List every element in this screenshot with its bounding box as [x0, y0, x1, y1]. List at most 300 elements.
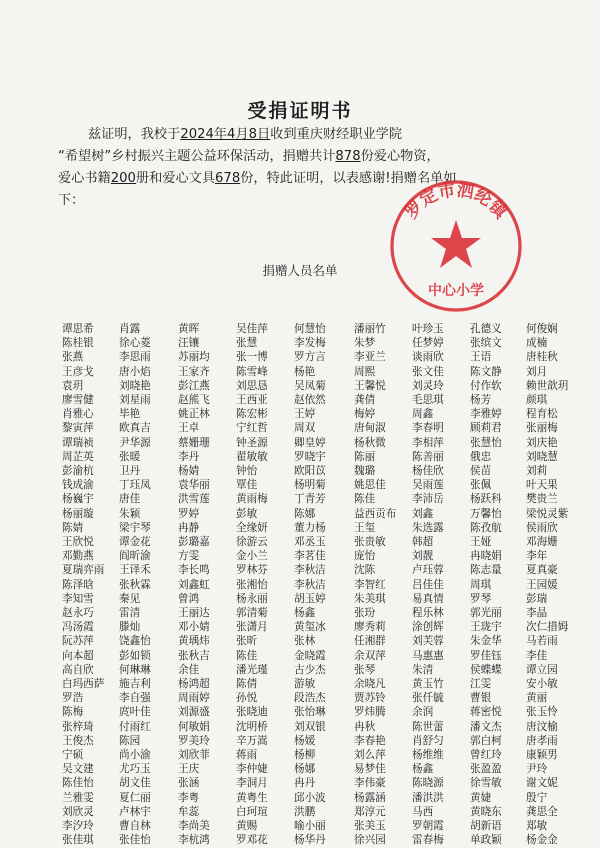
donor-name: 尹华源	[119, 436, 151, 449]
donor-name: 罗炜腾	[354, 706, 386, 719]
donor-name: 欧真吉	[119, 422, 151, 435]
donor-name: 罗佳钰	[470, 649, 502, 662]
donor-name: 汪镶	[178, 337, 200, 350]
donor-name: 何慧怡	[294, 323, 326, 335]
donor-name: 赖世歆玥	[526, 379, 569, 392]
official-seal	[386, 176, 526, 316]
donor-name: 陈娜	[294, 507, 316, 520]
body-text: 兹证明，我校于	[88, 127, 181, 142]
donor-name: 陈志量	[470, 564, 502, 577]
donor-name: 张林	[294, 635, 316, 648]
donor-name: 李丹	[178, 450, 200, 463]
donor-name: 张梓琦	[62, 720, 94, 733]
donor-name: 卫丹	[119, 465, 141, 477]
donor-name: 马若雨	[526, 635, 558, 648]
donor-name: 李自强	[119, 692, 151, 705]
donor-name: 金晓霞	[294, 649, 326, 662]
donor-name: 翟敏敏	[236, 450, 268, 463]
donor-name: 王婷	[294, 408, 316, 421]
donor-name: 王卓	[178, 422, 200, 435]
donor-name: 夏仁丽	[119, 791, 151, 804]
donor-name: 廖雪健	[62, 394, 94, 406]
donor-name: 覃佳	[236, 479, 258, 492]
donor-name: 孔德义	[470, 323, 502, 335]
donor-name: 张玉怜	[526, 706, 558, 719]
donor-name: 朱金华	[470, 635, 502, 648]
body-line-2	[58, 146, 440, 168]
donor-name: 姚正林	[178, 408, 210, 421]
donor-name: 冯汤霞	[62, 621, 94, 634]
donor-name: 刘芙蓉	[412, 635, 444, 648]
donor-name: 马惠惠	[412, 649, 444, 662]
donor-name: 王玺	[354, 521, 376, 534]
donor-name: 任湘群	[354, 635, 386, 648]
donor-name: 张燕	[62, 351, 84, 364]
donor-name: 洪雪莲	[178, 493, 210, 506]
donor-name: 张佳琪	[62, 834, 94, 847]
donor-name: 潘丽竹	[354, 323, 386, 335]
donor-name: 李汐玲	[62, 820, 94, 832]
donor-name: 邓丞玉	[294, 536, 326, 548]
donor-name: 白玛西萨	[62, 678, 105, 690]
donor-name: 吴佳萍	[236, 323, 268, 335]
donor-name: 刘莉	[526, 465, 548, 477]
donor-name: 罗美玲	[178, 734, 210, 747]
donor-name: 周熙	[354, 365, 376, 378]
donor-name: 刘双银	[294, 720, 326, 733]
donor-name: 唐甸淑	[354, 422, 386, 435]
donor-name: 张丽梅	[526, 422, 558, 435]
donor-name: 卢林宇	[119, 805, 151, 818]
donor-name: 罗方言	[294, 351, 326, 364]
donor-name: 侯苗	[470, 465, 492, 477]
svg-text:罗定市泗纶镇: 罗定市泗纶镇	[401, 180, 511, 223]
donor-name: 丁青芳	[294, 493, 326, 506]
donor-name: 白珂瑄	[236, 805, 268, 818]
donor-name: 李知雪	[62, 592, 94, 605]
donor-name: 李茗佳	[294, 550, 326, 563]
donor-name: 庞怡	[354, 550, 376, 563]
donor-name: 次仁措姆	[526, 621, 569, 634]
donor-name: 曾鸿	[178, 592, 200, 605]
donor-name: 李雅婷	[470, 408, 502, 421]
donor-name: 刘鑫虹	[178, 578, 210, 591]
donor-name: 杨鸿超	[178, 678, 210, 690]
donor-name: 李伟豪	[354, 777, 386, 790]
donor-name: 徐雪敏	[470, 777, 502, 790]
donor-name: 袁华丽	[178, 479, 210, 492]
donor-name: 杨佳欣	[412, 465, 444, 477]
donor-name: 杨媛	[294, 734, 316, 747]
donor-name: 郭白柯	[470, 734, 502, 747]
donor-name: 颜琪	[526, 394, 548, 406]
donor-name: 谢文妮	[526, 777, 558, 790]
donor-name: 郭清菊	[236, 607, 268, 619]
book-count: 200	[110, 171, 136, 186]
donor-name: 张怡琳	[294, 706, 326, 719]
donor-name: 冉丹	[294, 777, 316, 790]
donor-name: 夏真豪	[526, 564, 558, 577]
donor-name: 王家齐	[178, 365, 210, 378]
donor-name: 徐心菱	[119, 337, 151, 350]
donor-name: 陈园	[119, 734, 141, 747]
donor-name: 王语	[470, 351, 492, 364]
donor-name: 邓海姗	[526, 536, 558, 548]
donor-name: 张涵	[178, 777, 200, 790]
donor-name: 陈佳	[236, 649, 258, 662]
donor-name: 黄婕	[470, 791, 492, 804]
stationery-count: 678	[215, 171, 241, 186]
donor-name: 李秋洁	[294, 564, 326, 577]
donor-name: 黄雨梅	[236, 493, 268, 506]
donor-name: 王娅	[470, 536, 492, 548]
donor-name: 潘光瑾	[236, 663, 268, 676]
donor-name: 程乐林	[412, 607, 444, 619]
body-line-1	[88, 124, 402, 146]
body-text: 收到重庆财经职业学院	[270, 127, 403, 142]
donor-name: 刘靓	[412, 550, 434, 563]
donor-name: 朱颖	[119, 507, 141, 520]
donor-name: 龚倩	[354, 394, 376, 406]
donor-name: 全缘妍	[236, 521, 268, 534]
donor-name: 兰雅雯	[62, 791, 94, 804]
donor-name: 周芷英	[62, 450, 94, 463]
donor-name: 周鑫	[412, 408, 434, 421]
donor-name: 张盈盈	[470, 763, 502, 776]
donor-name: 杨鑫	[412, 763, 434, 776]
donor-name: 杨明菊	[294, 479, 326, 492]
donor-name: 邓勤燕	[62, 550, 94, 563]
donor-name: 杨跃科	[470, 493, 502, 506]
donor-name: 陈倩	[236, 678, 258, 690]
donor-name: 袁玥	[62, 379, 84, 392]
donor-name: 黄瑀炜	[178, 635, 210, 648]
donor-name: 曹自林	[119, 820, 151, 832]
donor-name: 安小敏	[526, 678, 558, 690]
donor-name: 陈丽	[354, 450, 376, 463]
donor-name: 李佳	[526, 649, 548, 662]
donor-name: 肖露	[119, 323, 141, 335]
donor-name: 雷春梅	[412, 834, 444, 847]
donor-name: 张美玉	[354, 820, 386, 832]
body-text: “希望树”乡村振兴主题公益环保活动，捐赠共计	[58, 149, 336, 164]
donor-name: 张慧	[236, 337, 258, 350]
donor-name: 易梦佳	[354, 763, 386, 776]
donor-name: 杨柳	[294, 749, 316, 761]
donor-name: 李仲婕	[236, 763, 268, 776]
donor-name: 谭思希	[62, 323, 94, 335]
donor-name: 唐桂秋	[526, 351, 558, 364]
donor-name: 周双	[294, 422, 316, 435]
donor-name: 张贵敏	[354, 536, 386, 548]
donor-name: 张缤文	[470, 337, 502, 350]
donor-name: 李亚兰	[354, 351, 386, 364]
donor-list-title: 捐赠人员名单	[262, 263, 338, 278]
donor-name: 李洞月	[236, 777, 268, 790]
donor-name: 雷清	[119, 607, 141, 619]
donor-name: 朱选露	[412, 521, 444, 534]
donor-name: 张文佳	[412, 365, 444, 378]
donor-name: 赵永巧	[62, 607, 94, 619]
donor-name: 张秋吉	[178, 649, 210, 662]
donor-name: 樊贵兰	[526, 493, 558, 506]
donor-name: 张佩	[470, 479, 492, 492]
donor-name: 朱美琪	[354, 592, 386, 605]
donor-name: 杨金金	[526, 834, 558, 847]
donor-name: 罗邓花	[236, 834, 268, 847]
donor-name: 洪鹏	[294, 805, 316, 818]
donor-name: 张暖	[119, 450, 141, 463]
donor-name: 张秋霖	[119, 578, 151, 591]
donor-name: 尤巧玉	[119, 763, 151, 776]
body-line-4: 下：	[58, 193, 85, 208]
donor-name: 余润	[412, 706, 434, 719]
donor-name: 滕灿	[119, 621, 141, 634]
donor-name: 张湘怡	[236, 578, 268, 591]
donor-name: 陈晓源	[412, 777, 444, 790]
donor-name: 何俊娴	[526, 323, 558, 335]
donor-name: 张仟毓	[412, 692, 444, 705]
donor-name: 刘晓艳	[119, 379, 151, 392]
donor-name: 李尚美	[178, 820, 210, 832]
donor-name: 陈泽晗	[62, 578, 94, 591]
donor-name: 吕佳佳	[412, 578, 444, 591]
donor-name: 俄忠	[470, 450, 492, 463]
donor-name: 李思雨	[119, 351, 151, 364]
donor-name: 肖雅心	[62, 408, 94, 421]
donor-name: 彭如锁	[119, 649, 151, 662]
donor-name: 刘月	[526, 365, 548, 378]
donor-name: 高自欣	[62, 663, 94, 676]
donor-name: 杨露涵	[354, 791, 386, 804]
donor-name: 李发梅	[294, 337, 326, 350]
donor-name: 顾莉君	[470, 422, 502, 435]
donor-name: 毛思琪	[412, 394, 444, 406]
donor-name: 刘灵玲	[412, 379, 444, 392]
donor-name: 杨秋微	[354, 436, 386, 449]
donor-name: 张慧怡	[470, 436, 502, 449]
document-title: 受捐证明书	[247, 100, 353, 122]
donor-name: 李年	[526, 550, 548, 563]
donor-name: 向本超	[62, 649, 94, 662]
donor-name: 施吉利	[119, 678, 151, 690]
donor-name: 游敏	[294, 678, 316, 690]
donor-name: 陈善丽	[412, 450, 444, 463]
donor-name: 王丽达	[178, 607, 210, 619]
donor-name: 彭江燕	[178, 379, 210, 392]
donor-name: 王珑宇	[470, 621, 502, 634]
donor-name: 黄粤生	[236, 791, 268, 804]
donor-name: 韩超	[412, 536, 434, 548]
donor-name: 付作软	[470, 379, 502, 392]
donor-name: 侯雨欣	[526, 521, 558, 534]
donor-name: 李春明	[412, 422, 444, 435]
donor-name: 牟蕊	[178, 805, 200, 818]
donor-name: 杨艳	[294, 365, 316, 378]
donor-name: 曹银	[470, 692, 492, 705]
donor-name: 苏丽均	[178, 351, 210, 364]
donor-name: 陈文静	[470, 365, 502, 378]
donor-name: 李沛岳	[412, 493, 444, 506]
donation-date: 2024年4月8日	[180, 127, 271, 142]
donor-name: 郑敏	[526, 820, 548, 832]
donor-name: 胡玉婷	[294, 592, 326, 605]
donor-name: 唐佳	[119, 493, 141, 506]
donor-name: 沈陈	[354, 564, 376, 577]
donor-name: 饶鑫怡	[119, 635, 151, 648]
donor-name: 王馨悦	[354, 379, 386, 392]
donor-name: 李秋洁	[294, 578, 326, 591]
donor-name: 罗琴	[470, 592, 492, 605]
donor-name: 尚小渝	[119, 749, 151, 761]
donor-name: 周雨婷	[178, 692, 210, 705]
donor-name: 阎昕渝	[119, 550, 151, 563]
donor-name: 余佳	[178, 663, 200, 676]
donor-name: 刘鑫	[412, 507, 434, 520]
donor-name: 丁珏凤	[119, 479, 151, 492]
donor-name: 钟怡	[236, 465, 258, 477]
donor-name: 刘晓慧	[526, 450, 558, 463]
donor-name: 侯蝶蝶	[470, 663, 502, 676]
donor-name: 毕艳	[119, 408, 141, 421]
donor-name: 沈明桥	[236, 720, 268, 733]
donor-name: 程育松	[526, 408, 558, 421]
donor-name: 杨芳	[470, 394, 492, 406]
donor-name: 王庆	[178, 763, 200, 776]
body-text: 份，特此证明，以表感谢!捐赠名单如	[240, 171, 457, 186]
donor-name: 何敏娟	[178, 720, 210, 733]
donor-name: 陈雪峰	[236, 365, 268, 378]
donor-name: 吴凤菊	[294, 379, 326, 392]
body-text: 爱心书籍	[58, 171, 111, 186]
donor-name: 张玢	[354, 607, 376, 619]
donor-name: 黄晓东	[470, 805, 502, 818]
donor-name: 梁悦灵紫	[526, 507, 569, 520]
donor-name: 董力杨	[294, 521, 326, 534]
donor-name: 冉秋	[354, 720, 376, 733]
donor-name: 杨鑫	[294, 607, 316, 619]
donor-name: 陈宏彬	[236, 408, 268, 421]
donor-name: 成楠	[526, 337, 548, 350]
donor-name: 陈世蕾	[412, 720, 444, 733]
donor-name: 余双萍	[354, 649, 386, 662]
donor-name: 张佳怡	[119, 834, 151, 847]
donor-name: 谭立园	[526, 663, 558, 676]
donor-name: 刘欣菲	[178, 749, 210, 761]
donor-name: 梅婷	[354, 408, 376, 421]
donor-name: 段浩杰	[294, 692, 326, 705]
donor-name: 肖舒匀	[412, 734, 444, 747]
item-count: 878	[335, 149, 361, 164]
donor-name: 张晓迪	[236, 706, 268, 719]
donor-name: 李智红	[354, 578, 386, 591]
donor-name: 李相萍	[412, 436, 444, 449]
donor-name: 杨婧	[178, 465, 200, 477]
donor-name: 彭璐嘉	[178, 536, 210, 548]
donor-name: 贾苏铃	[354, 692, 386, 705]
donor-name: 赵依然	[294, 394, 326, 406]
donor-name: 郑淳元	[354, 805, 386, 818]
donor-name: 胡新语	[470, 820, 502, 832]
donor-name: 宁红哲	[236, 422, 268, 435]
donor-name: 蒋密悦	[470, 706, 502, 719]
donor-name: 钱成渝	[62, 479, 94, 492]
donor-name: 卿皇婷	[294, 436, 326, 449]
donor-name: 姚思佳	[354, 479, 386, 492]
donor-name: 李晶	[526, 607, 548, 619]
donor-name: 杨华丹	[294, 834, 326, 847]
donor-name: 罗朝霞	[412, 820, 444, 832]
donor-name: 谈雨欣	[412, 351, 444, 364]
donor-name: 冉晓娟	[470, 550, 502, 563]
donor-name: 万馨怡	[470, 507, 502, 520]
donor-name: 龚思全	[526, 805, 558, 818]
donor-name: 殷宁	[526, 791, 548, 804]
donor-name: 刘欣灵	[62, 805, 94, 818]
donor-name: 庹叶佳	[119, 706, 151, 719]
donor-name: 陈佳怡	[62, 777, 94, 790]
donor-name: 康颖男	[526, 749, 558, 761]
donor-name: 徐兴园	[354, 834, 386, 847]
donor-name: 赵熊飞	[178, 394, 210, 406]
donor-name: 吴雨莲	[412, 479, 444, 492]
donor-name: 黄玺冰	[294, 621, 326, 634]
donor-name: 谭瑞祯	[62, 436, 94, 449]
donor-name: 夏瑞弈雨	[62, 564, 105, 577]
donor-name: 张潇月	[236, 621, 268, 634]
donor-name: 叶珍玉	[412, 323, 444, 335]
donor-name: 李春艳	[354, 734, 386, 747]
donor-name: 杨丽璇	[62, 507, 94, 520]
donor-name: 易真情	[412, 592, 444, 605]
donor-name: 周琪	[470, 578, 492, 591]
donor-name: 尹玲	[526, 763, 548, 776]
donor-name: 益西贡布	[354, 507, 397, 520]
donor-name: 马西	[412, 805, 434, 818]
donor-name: 王俊杰	[62, 734, 94, 747]
body-text: 册和爱心文具	[135, 171, 216, 186]
donor-name: 彭敏	[236, 507, 258, 520]
donor-name: 孙悦	[236, 692, 258, 705]
donor-name: 辛万嵩	[236, 734, 268, 747]
donor-name: 刘源盛	[178, 706, 210, 719]
donor-name: 郭光丽	[470, 607, 502, 619]
donor-name: 罗林芬	[236, 564, 268, 577]
donor-name: 喻小丽	[294, 820, 326, 832]
donor-name: 邱小波	[294, 791, 326, 804]
donor-name: 秦见	[119, 592, 141, 605]
donor-name: 罗浩	[62, 692, 84, 705]
donor-name: 钟圣源	[236, 436, 268, 449]
donor-name: 付雨红	[119, 720, 151, 733]
donor-name: 金小兰	[236, 550, 268, 563]
donor-name: 陈梅	[62, 706, 84, 719]
donor-name: 欧阳苡	[294, 465, 326, 477]
donor-name: 王园媛	[526, 578, 558, 591]
donor-name: 罗婷	[178, 507, 200, 520]
donor-name: 唐汶榆	[526, 720, 558, 733]
donor-name: 单政颖	[470, 834, 502, 847]
donor-name: 陈佳	[354, 493, 376, 506]
donor-name: 彭渝杭	[62, 465, 94, 477]
donor-name: 李粤	[178, 791, 200, 804]
donor-name: 江雯	[470, 678, 492, 690]
donor-name: 杨维维	[412, 749, 444, 761]
donor-name: 张一博	[236, 351, 268, 364]
donor-name: 阮苏萍	[62, 635, 94, 648]
donor-name: 罗晓宇	[294, 450, 326, 463]
donor-name: 杨娜	[294, 763, 316, 776]
